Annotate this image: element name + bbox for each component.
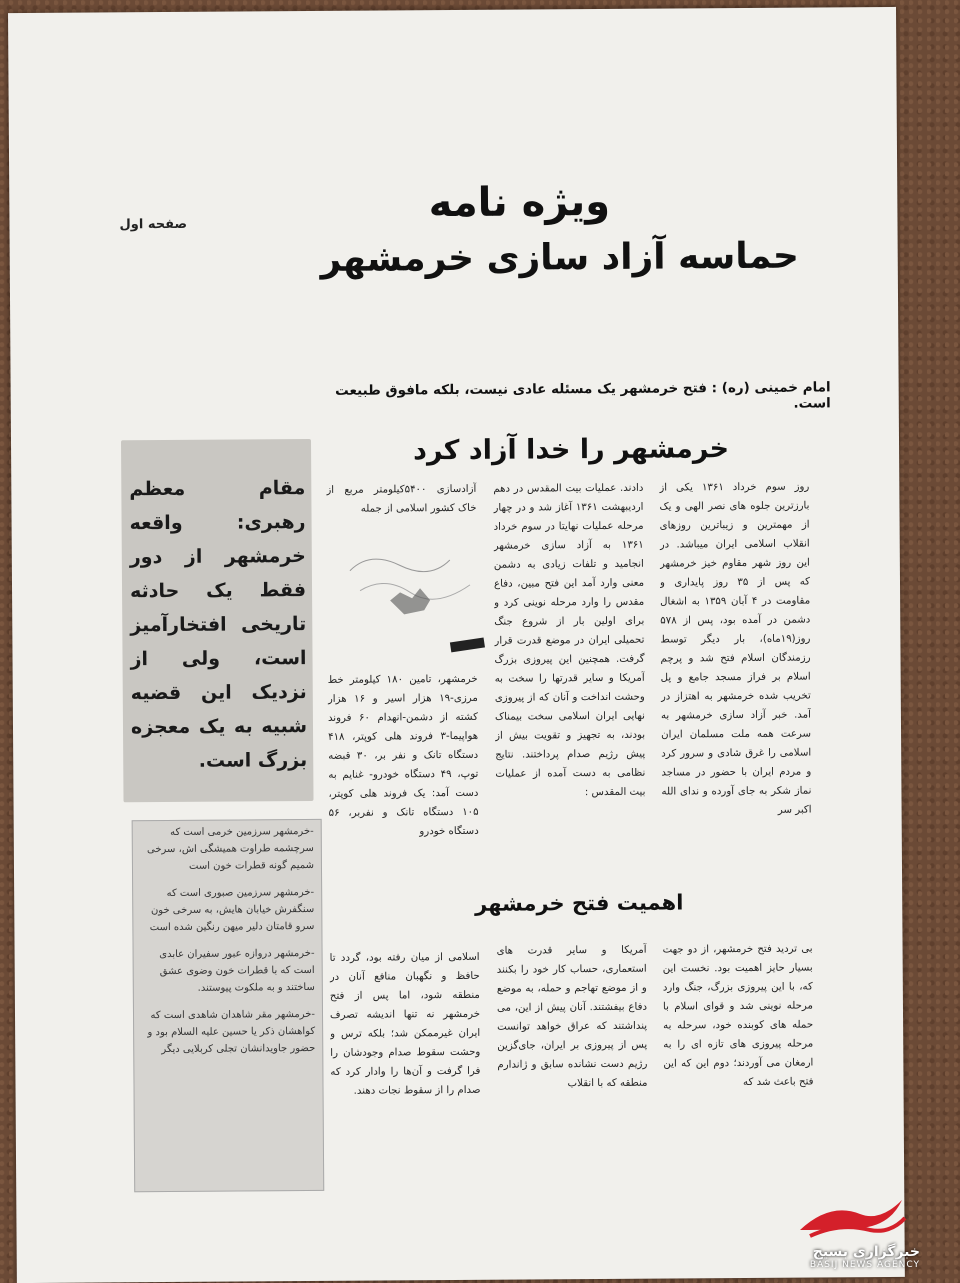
section-1-col-1: روز سوم خرداد ۱۳۶۱ یکی از بارزترین جلوه های نصر الهی و یک از مهمترین و زیباترین روزهای انقلاب اسلامی ایران میباشد. در این روز شهر مقاوم خیز خرمشهر که پس از ۳۵ روز پایداری و مقاومت در ۴ آبان ۱۳۵۹ به اشغال دشمن در آمده بود، پس از ۵۷۸ روز(۱۹ماه)، بار دیگر توسط رزمندگان اسلام فتح شد و پرچم اسلام بر فراز مسجد جامع و پل تخریب شده خرمشهر به اهتزاز در آمد. خبر آزاد سازی خرمشهر به سرعت همه ملت مسلمان ایران اسلامی را غرق شادی و سرور کرد و مردم ایران با حضور در مساجد نماز شکر به جای آورده و ندای الله اکبر سر bbox=[659, 481, 812, 816]
watermark-text-en: BASIJ NEWS AGENCY bbox=[809, 1260, 920, 1270]
section-1-title: خرمشهر را خدا آزاد کرد bbox=[412, 433, 730, 467]
section-1-col-3-bottom: خرمشهر، تامین ۱۸۰ کیلومتر خط مرزی-۱۹ هزار اسیر و ۱۶ هزار کشته از دشمن-انهدام ۶۰ فروند هواپیما-۳ فروند هلی کوپتر، ۴۱۸ دستگاه تانک و نفر بر، ۳۰ قبضه توپ، ۴۹ دستگاه خودرو- غنایم به دست آمد: یک فروند هلی کوپتر، ۱۰۵ دستگاه تانک و نفربر، ۵۶ دستگاه خودرو bbox=[327, 673, 479, 838]
watermark-text-fa: خبرگزاری بسیج bbox=[812, 1244, 920, 1260]
page-label: صفحه اول bbox=[119, 216, 188, 233]
newsletter-page bbox=[8, 7, 905, 1283]
section-2-col-2: آمریکا و سایر قدرت های استعماری، حساب کار خود را بکنند و از موضع تهاجم و حمله، به موضع دفاع بیفشتند. آنان پیش از این، می پنداشتند که عراق خواهد توانست پس از پیروزی بر ایران، جای‌گزین رژیم دست نشانده سابق و ژاندارم منطقه که با انقلاب bbox=[496, 944, 648, 1090]
agency-logo-icon bbox=[790, 1192, 910, 1242]
leader-quote: مقام معظم رهبری: واقعه خرمشهر از دور فقط یک حادثه تاریخی افتخارآمیز است، ولی از نزدیک این قضیه شبیه به یک معجزه بزرگ است. bbox=[129, 477, 308, 772]
section-2-title: اهمیت فتح خرمشهر bbox=[475, 890, 684, 916]
section-1-col-2: دادند. عملیات بیت المقدس در دهم اردیبهشت ۱۳۶۱ آغاز شد و در چهار مرحله عملیات نهایتا در سوم خرداد ۱۳۶۱ به آزاد سازی خرمشهر انجامید و تلفات زیادی به دشمن معنی وارد آمد این فتح مبین، دفاع مقدس را وارد مرحله نوینی کرد و برای اولین بار از شروع جنگ تحمیلی ایران در موضع قدرت قرار گرفت. همچنین این پیروزی بزرگ آمریکا و سایر قدرتها را سخت به وحشت انداخت و آنان که از پیروزی نهایی ایران اسلامی سخت بیمناک بودند، به تجهیز و تقویت بیش از پیش رژیم صدام پرداختند. نتایج نظامی به دست آمده از عملیات بیت المقدس : bbox=[493, 482, 646, 799]
sidebar-item: -خرمشهر سرزمین صبوری است که سنگفرش خیابان هایش، به سرخی خون سرو قامتان دلیر میهن رنگین شده است bbox=[149, 886, 315, 934]
section-1-col-3-top: آزادسازی ۵۴۰۰کیلومتر مربع از خاک کشور اسلامی از جمله bbox=[326, 483, 477, 515]
sidebar-item: -خرمشهر دروازه عبور سفیران عابدی است که با قطرات خون وضوی عشق ساختند و به ملکوت پیوستند. bbox=[159, 947, 315, 994]
title-line-1: ویژه نامه bbox=[428, 178, 611, 227]
sketch-illustration bbox=[330, 530, 491, 661]
sidebar-list bbox=[140, 823, 316, 1068]
imam-quote: امام خمینی (ره) : فتح خرمشهر یک مسئله عادی نیست، بلکه مافوق طبیعت است. bbox=[335, 379, 831, 412]
agency-watermark bbox=[770, 1192, 920, 1268]
title-line-2: حماسه آزاد سازی خرمشهر bbox=[320, 235, 800, 280]
sidebar-item: -خرمشهر سرزمین خرمی است که سرچشمه طراوت همیشگی اش، سرخی شمیم گونه قطرات خون است bbox=[146, 825, 315, 872]
section-2-col-3: اسلامی از میان رفته بود، گردد تا حافظ و نگهبان منافع آنان در منطقه شود، اما پس از فتح خرمشهر نه تنها اندیشه تصرف ایران غیرممکن شد؛ بلکه ترس و وحشت سقوط صدام وجودشان را فرا گرفت و آن‌ها را وادار کرد که صدام را از سقوط نجات دهند. bbox=[329, 951, 481, 1097]
sidebar-item: -خرمشهر مقر شاهدان شاهدی است که کواهشان ذکر یا حسین علیه السلام بود و حضور جاویدانشان تجلی کربلایی دیگر bbox=[147, 1008, 316, 1056]
section-2-col-1: بی تردید فتح خرمشهر، از دو جهت بسیار حایز اهمیت بود. نخست این که، با این پیروزی بزرگ، جنگ وارد مرحله نوینی شد و قوای اسلام با حمله های کوبنده خود، سرحله به مرحله پیروزی های تازه ای را به ارمغان می آوردند؛ دوم این که این فتح باعث شد که bbox=[662, 943, 814, 1088]
